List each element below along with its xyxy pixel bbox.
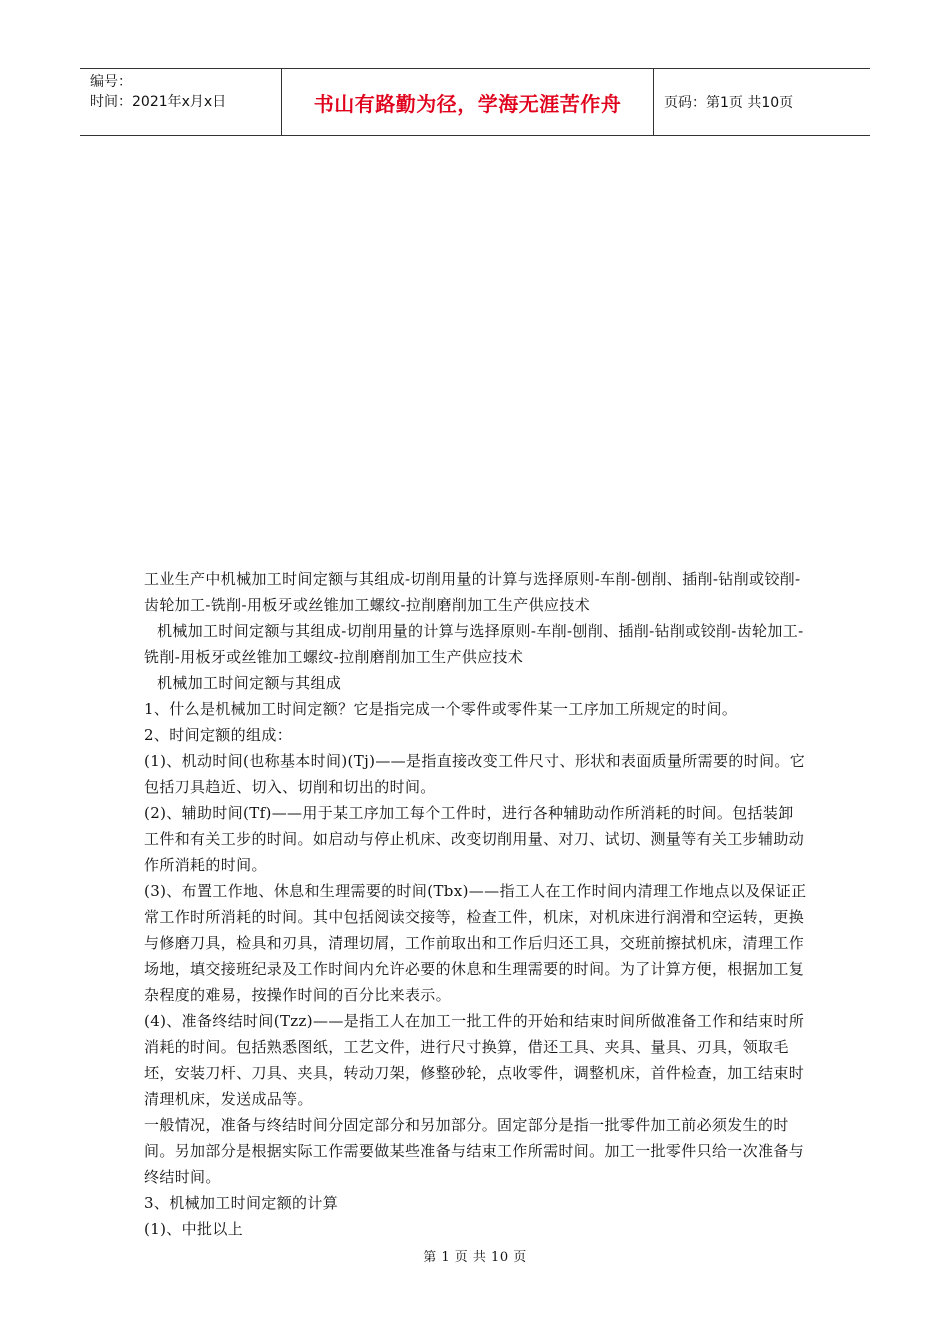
body-paragraph: (1)、中批以上 — [144, 1220, 244, 1238]
document-number-label: 编号： — [90, 74, 132, 90]
document-header — [80, 68, 870, 136]
document-date-label: 时间：2021年x月x日 — [90, 94, 227, 110]
header-page-cell — [654, 69, 870, 135]
document-body — [144, 566, 808, 1242]
header-motto-cell — [282, 69, 654, 135]
body-paragraph: 一般情况，准备与终结时间分固定部分和另加部分。固定部分是指一批零件加工前必须发生的时间。另加部分是根据实际工作需要做某些准备与结束工作所需时间。加工一批零件只给一次准备与终结时间。 — [144, 1116, 805, 1186]
header-motto: 书山有路勤为径，学海无涯苦作舟 — [313, 91, 622, 116]
header-meta-cell — [80, 69, 282, 135]
body-paragraph: (4)、准备终结时间(Tzz)——是指工人在加工一批工件的开始和结束时间所做准备工作和结束时所消耗的时间。包括熟悉图纸，工艺文件，进行尺寸换算，借还工具、夹具、量具、刃具，领取毛坯，安装刀杆、刀具、夹具，转动刀架，修整砂轮，点收零件，调整机床，首件检查，加工结束时清理机床，发送成品等。 — [144, 1012, 805, 1108]
body-paragraph: 3、机械加工时间定额的计算 — [144, 1194, 339, 1212]
body-paragraph: (1)、机动时间(也称基本时间)(Tj)——是指直接改变工件尺寸、形状和表面质量所需要的时间。它包括刀具趋近、切入、切削和切出的时间。 — [144, 752, 806, 796]
body-paragraph: (3)、布置工作地、休息和生理需要的时间(Tbx)——指工人在工作时间内清理工作地点以及保证正常工作时所消耗的时间。其中包括阅读交接等，检查工件，机床，对机床进行润滑和空运转，更换与修磨刀具，检具和刃具，清理切屑，工作前取出和工作后归还工具，交班前擦拭机床，清理工作场地，填交接班纪录及工作时间内允许必要的休息和生理需要的时间。为了计算方便，根据加工复杂程度的难易，按操作时间的百分比来表示。 — [144, 882, 807, 1004]
article-title: 工业生产中机械加工时间定额与其组成-切削用量的计算与选择原则-车削-刨削、插削-钻削或铰削-齿轮加工-铣削-用板牙或丝锥加工螺纹-拉削磨削加工生产供应技术 — [144, 570, 801, 614]
body-paragraph: 1、什么是机械加工时间定额？它是指完成一个零件或零件某一工序加工所规定的时间。 — [144, 700, 738, 718]
page-footer: 第 1 页 共 10 页 — [423, 1250, 527, 1265]
article-subtitle: 机械加工时间定额与其组成-切削用量的计算与选择原则-车削-刨削、插削-钻削或铰削-齿轮加工-铣削-用板牙或丝锥加工螺纹-拉削磨削加工生产供应技术 — [144, 622, 804, 666]
header-page-info: 页码：第1页 共10页 — [664, 95, 794, 111]
body-paragraph: (2)、辅助时间(Tf)——用于某工序加工每个工件时，进行各种辅助动作所消耗的时间。包括装卸工件和有关工步的时间。如启动与停止机床、改变切削用量、对刀、试切、测量等有关工步辅助动作所消耗的时间。 — [144, 804, 805, 874]
body-paragraph: 2、时间定额的组成： — [144, 726, 293, 744]
section-heading: 机械加工时间定额与其组成 — [157, 674, 342, 692]
